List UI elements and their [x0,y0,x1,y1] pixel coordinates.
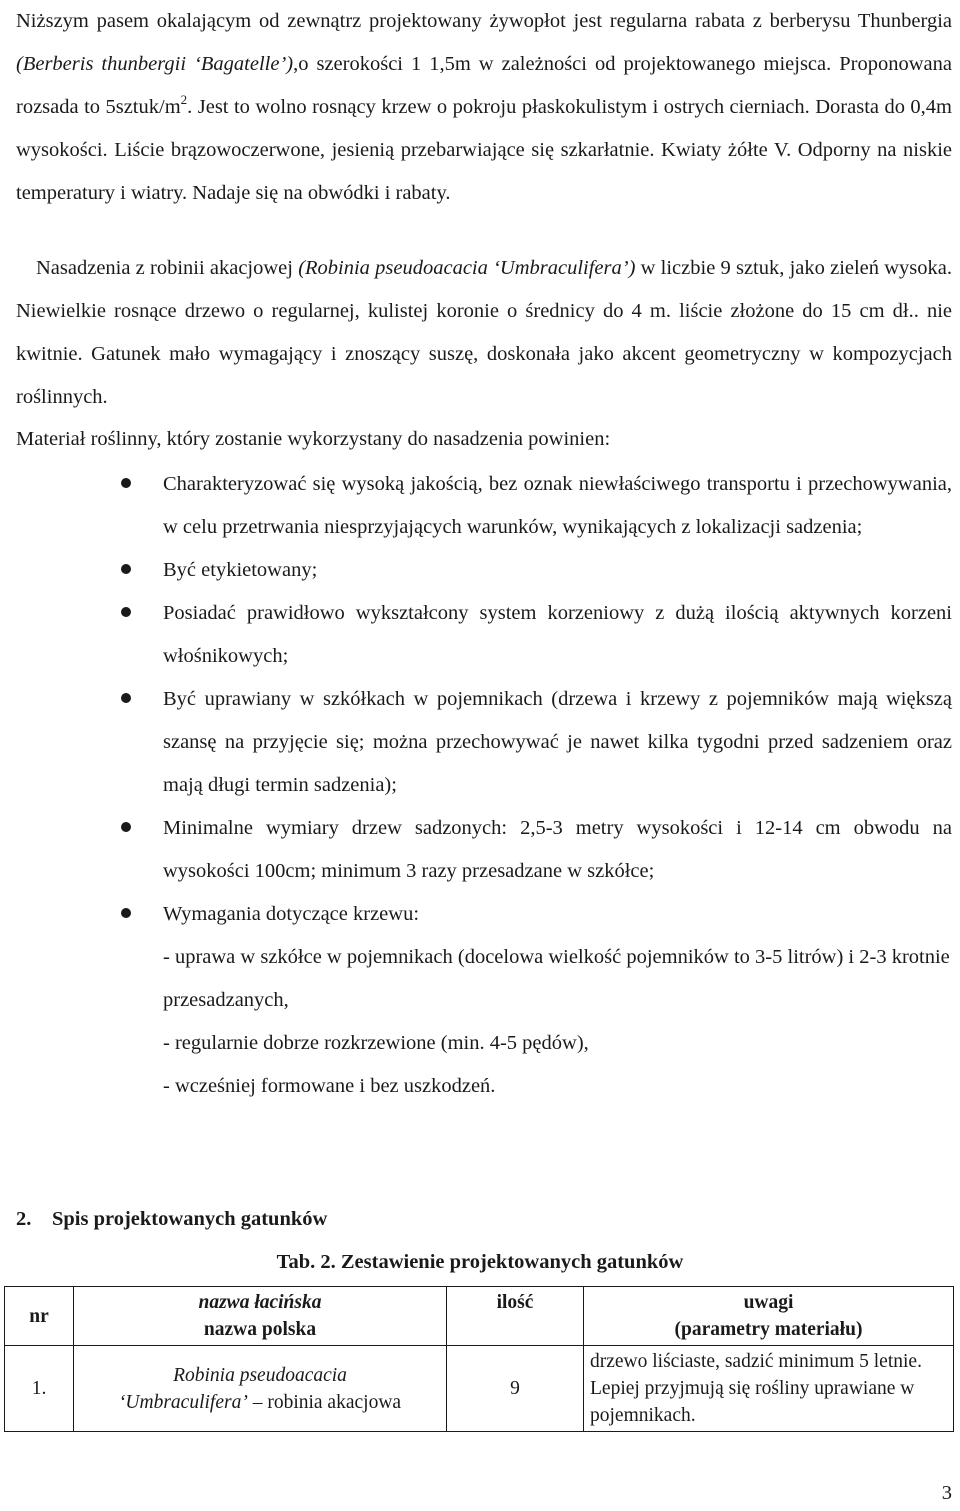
bullet-icon [121,908,131,918]
bullet-icon [121,564,131,574]
cell-nr: 1. [5,1346,74,1432]
header-qty: ilość [447,1287,584,1346]
header-notes [584,1287,954,1346]
header-nr: nr [5,1287,74,1346]
bullet-icon [121,478,131,488]
bullet-icon [121,693,131,703]
paragraph-text: Nasadzenia z robinii akacjowej [36,257,299,279]
latin-name: (Berberis thunbergii ‘Bagatelle’) [16,53,294,75]
list-item [0,592,960,678]
requirements-intro: Materiał roślinny, który zostanie wykorzystany do nasadzenia powinien: [16,428,611,450]
header-notes-sub: (parametry materiału) [674,1319,863,1340]
list-item-shrub [0,893,960,1108]
cell-name-cultivar: ‘Umbraculifera’ [118,1391,248,1413]
section-title: Spis projektowanych gatunków [52,1208,328,1230]
shrub-item: - wcześniej formowane i bez uszkodzeń. [163,1075,496,1097]
header-name [74,1287,447,1346]
list-item-text: Minimalne wymiary drzew sadzonych: 2,5-3 metry wysokości i 12-14 cm obwodu na wysokości 100cm; minimum 3 razy przesadzane w szkółce; [163,817,952,882]
cell-qty: 9 [447,1346,584,1432]
cell-name [74,1346,447,1432]
shrub-item: - uprawa w szkółce w pojemnikach (docelowa wielkość pojemników to 3-5 litrów) i 2-3 krotnie przesadzanych, [163,946,950,1011]
cell-name-polish: robinia akacjowa [267,1391,402,1413]
list-item [0,463,960,549]
cell-notes: drzewo liściaste, sadzić minimum 5 letnie. Lepiej przyjmują się rośliny uprawiane w pojemnikach. [584,1346,954,1432]
header-name-latin: nazwa łacińska [198,1292,322,1313]
paragraph-text: Niższym pasem okalającym od zewnątrz projektowany żywopłot jest regularna rabata z berberysu Thunbergia [16,10,952,32]
page-number: 3 [941,1482,952,1504]
paragraph-robinia [16,247,952,419]
table-header-row [5,1287,954,1346]
cell-name-dash: – [247,1391,268,1413]
bullet-icon [121,607,131,617]
header-notes-title: uwagi [743,1292,794,1313]
latin-name: (Robinia pseudoacacia ‘Umbraculifera’) [298,257,636,279]
paragraph-berberis [16,0,952,215]
list-item [0,549,960,592]
header-name-polish: nazwa polska [203,1319,317,1340]
paragraph-text: . Jest to wolno rosnący krzew o pokroju płaskokulistym i ostrych cierniach. Dorasta do 0,4m wysokości. Liście brązowoczerwone, jesienią przebarwiające się szkarłatnie. Kwiaty żółte V. Odporny na niskie temperatury i wiatry. Nadaje się na obwódki i rabaty. [16,96,953,204]
superscript: 2 [180,92,188,107]
paragraph-text: ,o szerokości 1 1,5m w zależności od projektowanego miejsca. Proponowana rozsada to 5sztuk/m [16,53,952,118]
list-item-text: Charakteryzować się wysoką jakością, bez oznak niewłaściwego transportu i przechowywania, w celu przetrwania niesprzyjających warunków, wynikających z lokalizacji sadzenia; [163,473,952,538]
list-item-text: Być uprawiany w szkółkach w pojemnikach (drzewa i krzewy z pojemników mają większą szansę na przyjęcie się; można przechowywać je nawet kilka tygodni przed sadzeniem oraz mają długi termin sadzenia); [163,688,952,796]
requirements-list [0,463,960,1108]
shrub-item: - regularnie dobrze rozkrzewione (min. 4-5 pędów), [163,1032,589,1054]
species-table [4,1286,954,1432]
list-item [0,678,960,807]
list-item-text: Być etykietowany; [163,559,318,581]
paragraph-text: w liczbie 9 sztuk, jako zieleń wysoka. Niewielkie rosnące drzewo o regularnej, kulistej koronie o średnicy do 4 m. liście złożone do 15 cm dł.. nie kwitnie. Gatunek mało wymagający i znoszący suszę, doskonała jako akcent geometryczny w kompozycjach roślinnych. [16,257,953,408]
table-caption: Tab. 2. Zestawienie projektowanych gatunków [276,1251,684,1273]
section-number: 2. [16,1208,32,1230]
cell-name-latin: Robinia pseudoacacia [173,1364,347,1386]
bullet-icon [121,822,131,832]
section-heading [16,1201,327,1237]
list-item [0,807,960,893]
shrub-label: Wymagania dotyczące krzewu: [163,903,420,925]
list-item-text: Posiadać prawidłowo wykształcony system korzeniowy z dużą ilością aktywnych korzeni włośnikowych; [163,602,952,667]
table-row [5,1346,954,1432]
